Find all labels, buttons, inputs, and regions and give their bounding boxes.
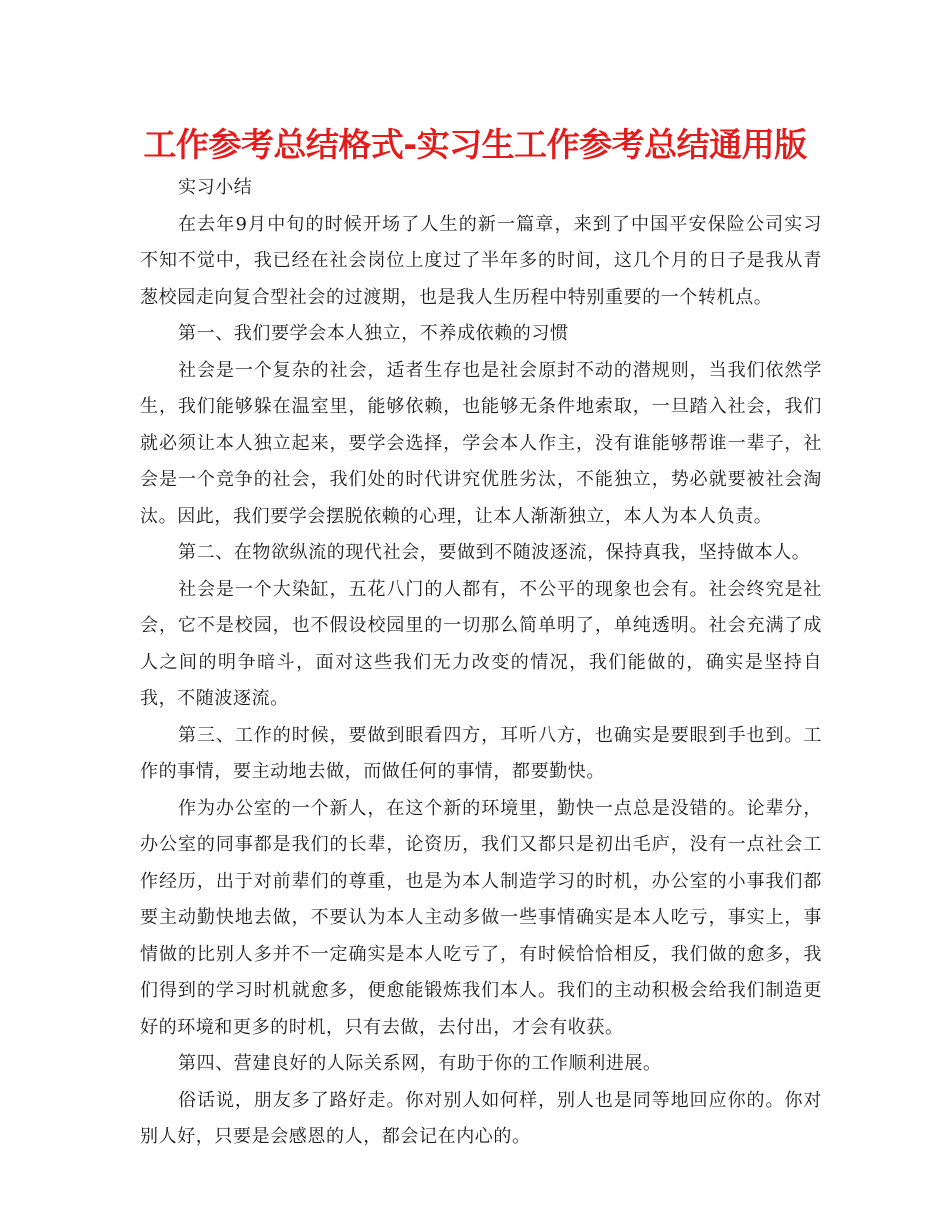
section-heading-4: 第四、营建良好的人际关系网，有助于你的工作顺利进展。 [178, 1053, 662, 1074]
section-heading-2: 第二、在物欲纵流的现代社会，要做到不随波逐流，保持真我，坚持做本人。 [178, 542, 811, 563]
paragraph: 作为办公室的一个新人，在这个新的环境里，勤快一点总是没错的。论辈分，办公室的同事都是我们的长辈，论资历，我们又都只是初出毛庐，没有一点社会工作经历，出于对前辈们的尊重，也是为本人制造学习的时机，办公室的小事我们都要主动勤快地去做，不要认为本人主动多做一些事情确实是本人吃亏，事实上，事情做的比别人多并不一定确实是本人吃亏了，有时候恰恰相反，我们做的愈多，我们得到的学习时机就愈多，便愈能锻炼我们本人。我们的主动积极会给我们制造更好的环境和更多的时机，只有去做，去付出，才会有收获。 [140, 797, 822, 1038]
paragraph: 社会是一个大染缸，五花八门的人都有，不公平的现象也会有。社会终究是社会，它不是校园，也不假设校园里的一切那么简单明了，单纯透明。社会充满了成人之间的明争暗斗，面对这些我们无力改变的情况，我们能做的，确实是坚持自我，不随波逐流。 [140, 578, 822, 709]
paragraph: 社会是一个复杂的社会，适者生存也是社会原封不动的潜规则，当我们依然学生，我们能够躲在温室里，能够依赖，也能够无条件地索取，一旦踏入社会，我们就必须让本人独立起来，要学会选择，学会本人作主，没有谁能够帮谁一辈子，社会是一个竞争的社会，我们处的时代讲究优胜劣汰，不能独立，势必就要被社会淘汰。因此，我们要学会摆脱依赖的心理，让本人渐渐独立，本人为本人负责。 [140, 359, 822, 527]
document-body [140, 170, 822, 1156]
paragraph: 在去年9月中旬的时候开场了人生的新一篇章，来到了中国平安保险公司实习不知不觉中，我已经在社会岗位上度过了半年多的时间，这几个月的日子是我从青葱校园走向复合型社会的过渡期，也是我人生历程中特别重要的一个转机点。 [140, 213, 822, 308]
section-heading-3: 第三、工作的时候，要做到眼看四方，耳听八方，也确实是要眼到手也到。工作的事情，要主动地去做，而做任何的事情，都要勤快。 [140, 724, 822, 782]
section-heading-1: 第一、我们要学会本人独立，不养成依赖的习惯 [178, 323, 569, 344]
paragraph-subtitle: 实习小结 [178, 177, 253, 198]
document-title: 工作参考总结格式-实习生工作参考总结通用版 [143, 125, 807, 164]
paragraph: 俗话说，朋友多了路好走。你对别人如何样，别人也是同等地回应你的。你对别人好，只要是会感恩的人，都会记在内心的。 [140, 1089, 822, 1147]
